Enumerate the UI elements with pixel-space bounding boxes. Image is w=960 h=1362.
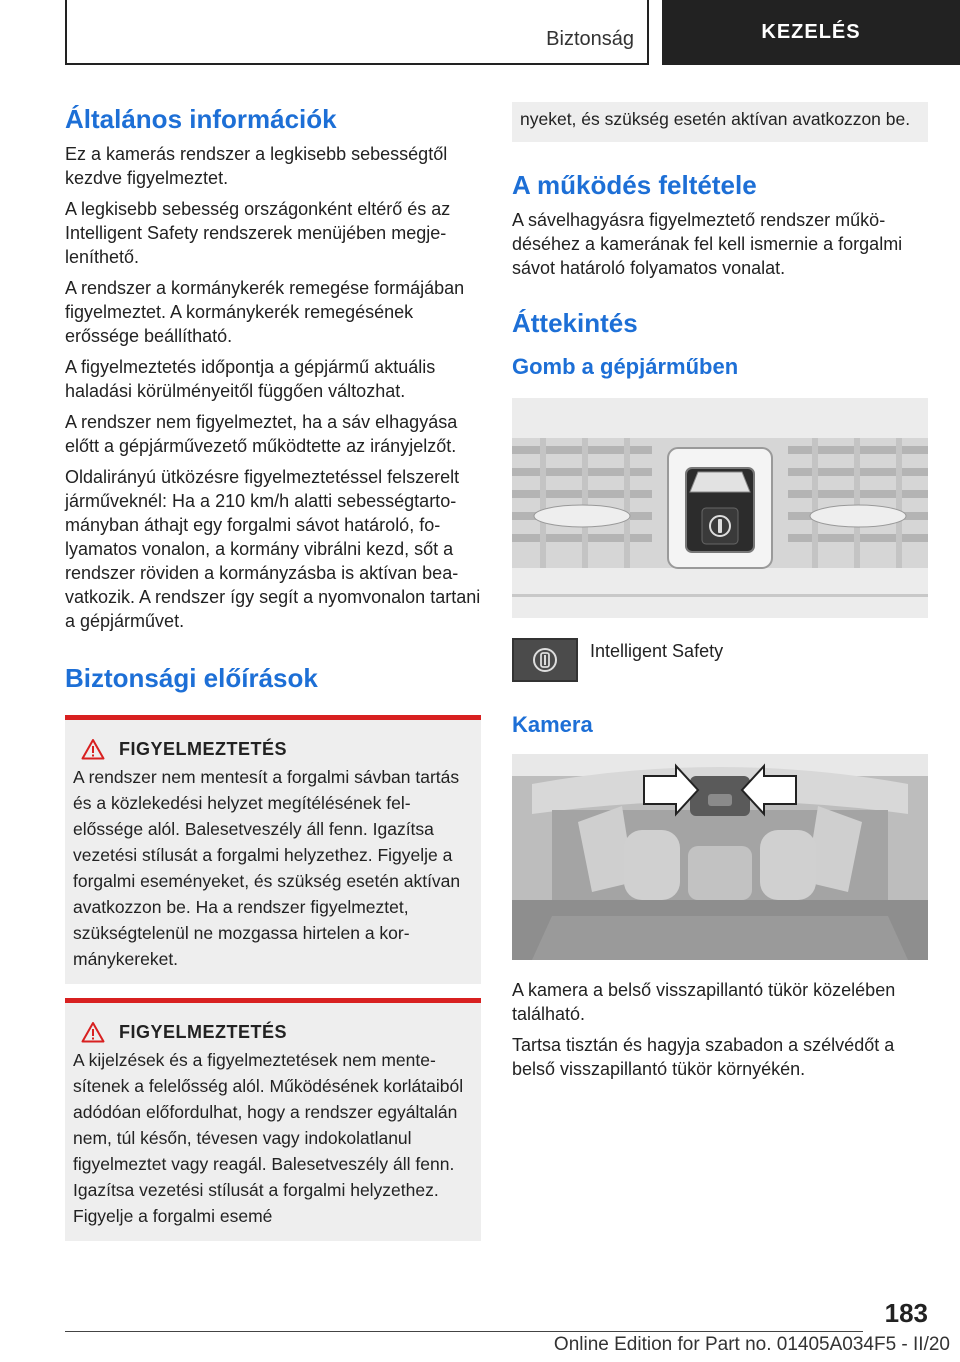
header-separator (647, 0, 649, 65)
header-section: Biztonság (546, 28, 634, 50)
paragraph: A figyelmeztetés időpontja a gépjármű aktuális haladási körülményeitől függően változhat. (65, 357, 436, 401)
paragraph: Tartsa tisztán és hagyja szabadon a szélvédőt a belső visszapillantó tükör környékén. (512, 1035, 895, 1079)
paragraph: A sávelhagyásra figyelmeztető rendszer működéséhez a kamerának fel kell ismernie a forgalmi sávot határoló folyamatos vonalat. (512, 210, 903, 278)
intelligent-safety-label: Intelligent Safety (590, 641, 724, 661)
intelligent-safety-glyph (530, 645, 560, 675)
warning-triangle-icon (81, 1021, 105, 1043)
left-column (65, 102, 481, 1241)
camera-photo (512, 754, 928, 960)
warning-text-continued: nyeket, és szükség esetén aktívan avatkozzon be. (520, 109, 911, 129)
heading-condition: A működés feltétele (512, 170, 757, 200)
heading-general-info: Általános információk (65, 104, 337, 134)
warning-title-row (81, 1021, 473, 1043)
button-photo (512, 398, 928, 618)
paragraph: Oldalirányú ütközésre figyelmeztetéssel felszerelt járműveknél: Ha a 210 km/h alatti sebességtartományban áthajt egy forgalmi sávot határoló, folyamatos vonalon, a kormány vibrálni kezd, sőt a rendszer röviden a kormányzásba is aktívan beavatkozik. A rendszer így segít a nyomvonalon tartani a gépjárművet. (65, 467, 481, 631)
footer-rule (65, 1331, 863, 1332)
warning-triangle-icon (81, 738, 105, 760)
intelligent-safety-icon (512, 638, 578, 682)
header-left-line (65, 0, 67, 65)
dashboard-vent-illustration (512, 398, 928, 618)
paragraph: Ez a kamerás rendszer a legkisebb sebességtől kezdve figyelmeztet. (65, 144, 448, 188)
warning-box-2 (65, 998, 481, 1241)
warning-text: A rendszer nem mentesít a forgalmi sávban tartás és a közlekedési helyzet megítélésének felelőssége alól. Balesetveszély áll fenn. Igazítsa vezetési stílusát a forgalmi helyzethez. Figyelje a forgalmi eseményeket, és szükség esetén aktívan avatkozzon be. Ha a rendszer figyelmeztet, szükségtelenül ne mozgassa hirtelen a kormánykereket. (73, 767, 461, 969)
warning-box-2-continued (512, 102, 928, 142)
paragraph: A rendszer a kormánykerék remegése formájában figyelmeztet. A kormánykerék remegésének erőssége beállítható. (65, 278, 465, 346)
warning-text: A kijelzések és a figyelmeztetések nem mentesítenek a felelősség alól. Működésének korlátaiból adódóan előfordulhat, hogy a rendszer egyáltalán nem, túl későn, tévesen vagy indokolatlanul figyelmeztet vagy reagál. Balesetveszély áll fenn. Igazítsa vezetési stílusát a forgalmi helyzethez. Figyelje a forgalmi esemé (73, 1050, 464, 1226)
paragraph: A kamera a belső visszapillantó tükör közelében található. (512, 980, 896, 1024)
warning-title-row (81, 738, 473, 760)
heading-camera: Kamera (512, 712, 593, 737)
warning-box-1 (65, 715, 481, 984)
header-rule (65, 63, 649, 65)
paragraph: A rendszer nem figyelmeztet, ha a sáv elhagyása előtt a gépjárművezető működtette az irányjelzőt. (65, 412, 458, 456)
paragraph: A legkisebb sebesség országonként eltérő és az Intelligent Safety rendszerek menüjében megjeleníthető. (65, 199, 451, 267)
warning-title: FIGYELMEZTETÉS (119, 738, 288, 759)
right-column (512, 102, 928, 1088)
heading-button-in-vehicle: Gomb a gépjárműben (512, 354, 739, 379)
footer-edition: Online Edition for Part no. 01405A034F5 - II/20 (553, 1334, 950, 1355)
heading-overview: Áttekintés (512, 308, 638, 338)
heading-safety: Biztonsági előírások (65, 663, 318, 693)
header-chapter-tab: KEZELÉS (662, 0, 960, 65)
intelligent-safety-row (512, 638, 928, 682)
car-interior-illustration (512, 754, 928, 960)
warning-title: FIGYELMEZTETÉS (119, 1021, 288, 1042)
page-number: 183 (884, 1298, 928, 1328)
